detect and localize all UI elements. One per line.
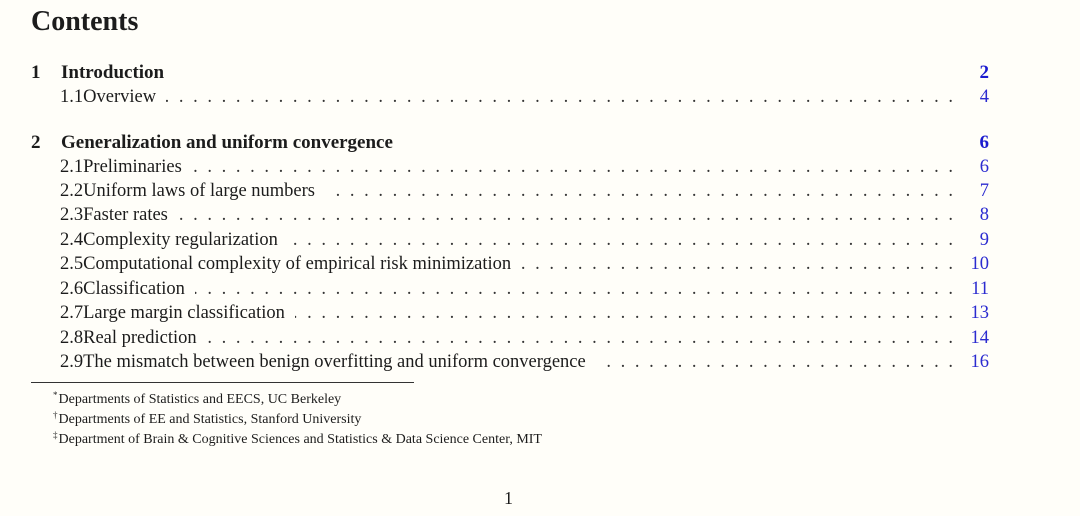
footnote-text: Departments of EE and Statistics, Stanford University [58,412,362,427]
toc-page-link[interactable]: 13 [970,303,989,323]
toc-number: 2.4 [60,230,84,250]
toc-entry-2-7[interactable] [31,303,989,324]
toc-number: 2 [31,132,41,153]
toc-title: Overview [83,87,157,107]
toc-page-link[interactable]: 16 [970,352,989,372]
toc-title: Introduction [61,62,165,83]
dot-leader [192,157,953,178]
toc-number: 2.2 [60,181,84,201]
toc-page-link[interactable]: 11 [971,279,989,299]
toc-entry-1[interactable] [31,62,989,84]
toc-title: The mismatch between benign overfitting and uniform convergence [83,352,586,372]
toc-page-link[interactable]: 4 [979,87,989,107]
footnote-mark: * [53,390,58,400]
toc-number: 2.5 [60,254,84,274]
dot-leader [288,230,953,251]
footnote-text: Departments of Statistics and EECS, UC Berkeley [58,392,342,407]
toc-page-link[interactable]: 2 [979,62,989,83]
toc-entry-2-8[interactable] [31,328,989,349]
toc-page-link[interactable]: 6 [979,157,989,177]
footnote-rule [31,382,414,383]
toc-number: 2.8 [60,328,84,348]
toc-entry-2[interactable] [31,132,989,154]
toc-entry-1-1[interactable] [31,87,989,108]
toc-entry-2-9[interactable] [31,352,989,373]
dot-leader [325,181,953,202]
dot-leader [178,205,953,226]
toc-number: 2.3 [60,205,84,225]
toc-page-link[interactable]: 6 [979,132,989,153]
toc-page-link[interactable]: 14 [970,328,989,348]
toc-title: Real prediction [83,328,197,348]
footnote-mark: ‡ [53,430,58,440]
toc-title: Complexity regularization [83,230,278,250]
toc-entry-2-5[interactable] [31,254,989,275]
dot-leader [596,352,953,373]
toc-number: 1 [31,62,41,83]
toc-number: 2.1 [60,157,84,177]
dot-leader [521,254,953,275]
dot-leader [295,303,953,324]
footnote-text: Department of Brain & Cognitive Sciences and Statistics & Data Science Center, MIT [58,432,542,447]
toc-page-link[interactable]: 10 [970,254,989,274]
footnote [53,390,341,408]
dot-leader [195,279,953,300]
toc-title: Large margin classification [83,303,285,323]
toc-title: Computational complexity of empirical risk minimization [83,254,512,274]
toc-entry-2-6[interactable] [31,279,989,300]
toc-number: 1.1 [60,87,84,107]
toc-entry-2-3[interactable] [31,205,989,226]
toc-entry-2-1[interactable] [31,157,989,178]
toc-entry-2-2[interactable] [31,181,989,202]
toc-title: Preliminaries [83,157,182,177]
dot-leader [166,87,953,108]
toc-page-link[interactable]: 8 [979,205,989,225]
footnote [53,410,361,428]
footnote [53,430,542,448]
toc-title: Generalization and uniform convergence [61,132,393,153]
toc-number: 2.7 [60,303,84,323]
toc-number: 2.6 [60,279,84,299]
toc-title: Classification [83,279,185,299]
toc-entry-2-4[interactable] [31,230,989,251]
contents-heading: Contents [31,6,139,37]
toc-page-link[interactable]: 7 [979,181,989,201]
footnote-mark: † [53,410,58,420]
page-number: 1 [504,488,513,508]
toc-title: Uniform laws of large numbers [83,181,316,201]
toc-number: 2.9 [60,352,84,372]
dot-leader [207,328,953,349]
toc-page-link[interactable]: 9 [979,230,989,250]
toc-title: Faster rates [83,205,168,225]
